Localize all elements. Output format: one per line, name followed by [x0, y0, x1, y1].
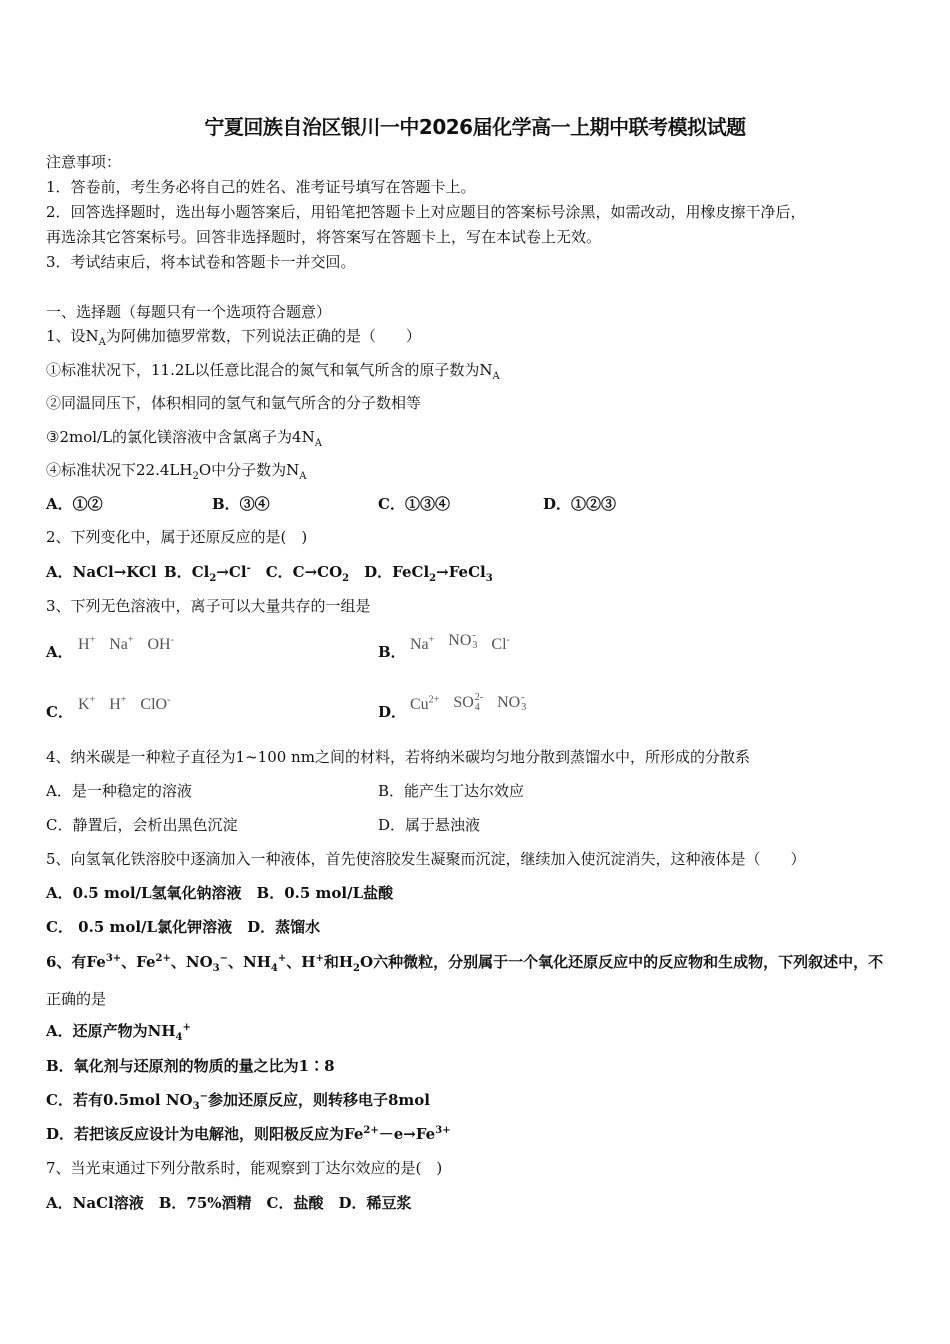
option-c: C．静置后，会析出黑色沉淀	[46, 816, 238, 834]
question-1-statement: ③2mol/L的氯化镁溶液中含氯离子为$4N_A$	[46, 428, 322, 449]
question-1-statement: ②同温同压下，体积相同的氢气和氩气所含的分子数相等	[46, 394, 422, 412]
option-a: A．①②	[46, 495, 103, 513]
option-c: C．若有0.5mol $NO_3^-$参加还原反应，则转移电子8mol	[46, 1091, 430, 1112]
question-6-stem-cont: 正确的是	[46, 990, 107, 1008]
notice-item: 1．答卷前，考生务必将自己的姓名、准考证号填写在答题卡上。	[46, 178, 476, 196]
question-5-stem: 5、向氢氧化铁溶胶中逐滴加入一种液体，首先使溶胶发生凝聚而沉淀，继续加入使沉淀消失，这种液体是（ ）	[46, 850, 806, 868]
question-2-options: A．NaCl→KCl B．$Cl_2\to Cl^-$ C．$C\to CO_2$ D．FeCl$_2$→FeCl$_3$	[46, 563, 493, 584]
option-c-ions: K+ H+ ClO-	[78, 694, 171, 713]
option-b-ions: Na+ NO - 3 Cl-	[410, 630, 510, 653]
question-1-stem: 1、设$N_A$为阿佛加德罗常数，下列说法正确的是（ ）	[46, 327, 421, 348]
notice-item: 2．回答选择题时，选出每小题答案后，用铅笔把答题卡上对应题目的答案标号涂黑，如需改动，用橡皮擦干净后，	[46, 203, 806, 221]
question-4-stem: 4、纳米碳是一种粒子直径为1~100 nm之间的材料，若将纳米碳均匀地分散到蒸馏水中，所形成的分散系	[46, 748, 750, 766]
question-7-stem: 7、当光束通过下列分散系时，能观察到丁达尔效应的是( )	[46, 1159, 443, 1177]
question-7-options: A．NaCl溶液 B．75%酒精 C．盐酸 D．稀豆浆	[46, 1194, 412, 1212]
option-b: B．	[378, 643, 406, 661]
option-b: B．能产生丁达尔效应	[378, 782, 525, 800]
question-3-stem: 3、下列无色溶液中，离子可以大量共存的一组是	[46, 597, 371, 615]
option-c: C．①③④	[378, 495, 450, 513]
option-a: A．是一种稳定的溶液	[46, 782, 192, 800]
option-d: D．	[378, 703, 407, 721]
section-heading: 一、选择题（每题只有一个选项符合题意）	[46, 303, 332, 321]
question-1-statement: ①标准状况下，11.2L以任意比混合的氮气和氧气所含的原子数为$N_A$	[46, 361, 500, 382]
question-6-stem: 6、有$Fe^{3+}$、$Fe^{2+}$、$NO_3^-$、$NH_4^+$、H+和$H_2O$六种微粒，分别属于一个氧化还原反应中的反应物和生成物，下列叙述中，不	[46, 953, 884, 974]
option-a: A．还原产物为$NH_4^+$	[46, 1022, 191, 1043]
option-d: D．若把该反应设计为电解池，则阳极反应为$Fe^{2+}-e\to Fe^{3+}$	[46, 1125, 451, 1143]
question-5-options: C． 0.5 mol/L氯化钾溶液 D．蒸馏水	[46, 918, 321, 936]
option-b: B．③④	[212, 495, 270, 513]
question-2-stem: 2、下列变化中，属于还原反应的是( )	[46, 528, 308, 546]
option-b: B．氧化剂与还原剂的物质的量之比为1∶8	[46, 1057, 335, 1075]
option-d-ions: $Cu^{2+}$ SO 2- 4 NO - 3	[410, 692, 527, 713]
notice-item: 再选涂其它答案标号。回答非选择题时，将答案写在答题卡上，写在本试卷上无效。	[46, 228, 602, 246]
option-d: D．属于悬浊液	[378, 816, 481, 834]
option-a: A．	[46, 643, 73, 661]
page-title: 宁夏回族自治区银川一中2026届化学高一上期中联考模拟试题	[204, 115, 746, 139]
option-d: D．①②③	[543, 495, 617, 513]
notice-heading: 注意事项：	[46, 153, 122, 171]
option-c: C．	[46, 703, 73, 721]
question-5-options: A．0.5 mol/L氢氧化钠溶液 B．0.5 mol/L盐酸	[46, 884, 394, 902]
question-1-statement: ④标准状况下$22.4LH_2O$中分子数为$N_A$	[46, 461, 307, 482]
option-a-ions: H+ Na+ OH-	[78, 634, 174, 653]
notice-item: 3．考试结束后，将本试卷和答题卡一并交回。	[46, 253, 356, 271]
